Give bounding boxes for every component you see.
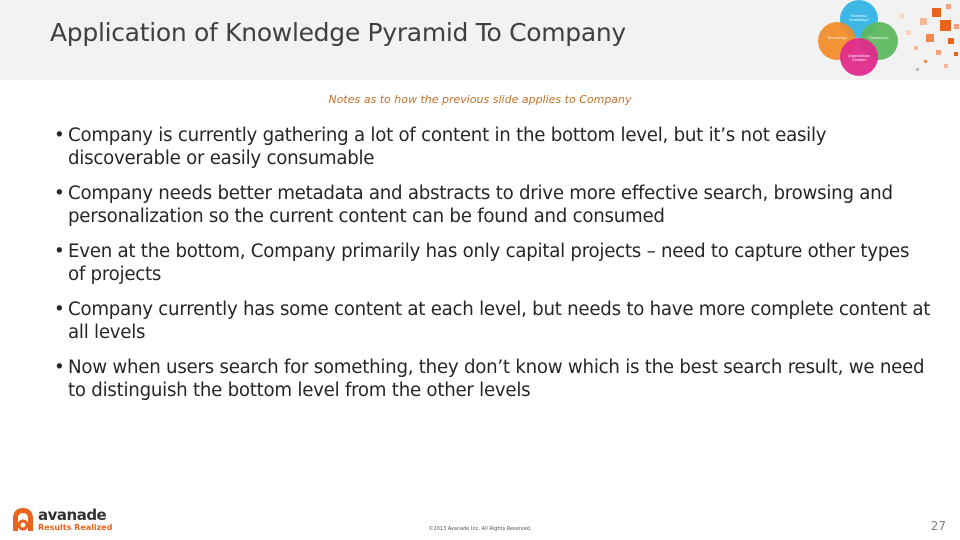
bullet-text: Even at the bottom, Company primarily has only capital projects – need to capture other types of projects xyxy=(68,241,910,285)
mosaic-square xyxy=(936,50,941,55)
bullet-item xyxy=(51,240,931,286)
slide-header xyxy=(0,0,960,80)
bullet-item xyxy=(51,182,931,228)
bullet-glyph: • xyxy=(54,357,65,378)
mosaic-square xyxy=(954,52,958,56)
mosaic-square xyxy=(926,34,934,42)
brand-tagline: Results Realized xyxy=(38,523,113,532)
bullet-glyph: • xyxy=(54,241,65,262)
bullet-text: Company currently has some content at each level, but needs to have more complete content at all levels xyxy=(68,299,931,343)
venn-label-right: Experience xyxy=(869,36,889,40)
venn-label-top: Business Knowledge xyxy=(849,14,869,22)
mosaic-square xyxy=(920,18,927,25)
venn-label-left: Technology xyxy=(827,36,847,40)
bullet-list xyxy=(51,124,931,414)
mosaic-square xyxy=(940,20,951,31)
venn-label-bottom: Organization Context xyxy=(847,54,871,62)
mosaic-square xyxy=(914,46,918,50)
brand-name: avanade xyxy=(38,506,107,524)
mosaic-square xyxy=(932,8,941,17)
mosaic-square xyxy=(948,38,954,44)
mosaic-square xyxy=(954,24,959,29)
mosaic-square xyxy=(906,30,911,35)
mosaic-square xyxy=(924,60,927,63)
mosaic-square xyxy=(916,68,919,71)
mosaic-square xyxy=(946,4,951,9)
bullet-text: Company needs better metadata and abstracts to drive more effective search, browsing and personalization so the current content can be found and consumed xyxy=(68,183,893,227)
bullet-glyph: • xyxy=(54,299,65,320)
slide-notes-subtitle: Notes as to how the previous slide applies to Company xyxy=(328,93,632,106)
bullet-text: Now when users search for something, they don’t know which is the best search result, we need to distinguish the bottom level from the other levels xyxy=(68,357,925,401)
copyright-notice: ©2013 Avanade Inc. All Rights Reserved. xyxy=(428,526,532,532)
bullet-item xyxy=(51,124,931,170)
venn-diagram-graphic xyxy=(818,0,900,76)
page-number: 27 xyxy=(930,519,946,533)
mosaic-square xyxy=(900,14,904,18)
mosaic-square xyxy=(944,64,948,68)
bullet-glyph: • xyxy=(54,125,65,146)
venn-circle-bottom xyxy=(840,38,878,76)
bullet-item xyxy=(51,298,931,344)
decorative-square-mosaic xyxy=(896,0,960,76)
slide-title: Application of Knowledge Pyramid To Company xyxy=(50,18,626,47)
bullet-glyph: • xyxy=(54,183,65,204)
bullet-item xyxy=(51,356,931,402)
bullet-text: Company is currently gathering a lot of content in the bottom level, but it’s not easily discoverable or easily consumable xyxy=(68,125,827,169)
